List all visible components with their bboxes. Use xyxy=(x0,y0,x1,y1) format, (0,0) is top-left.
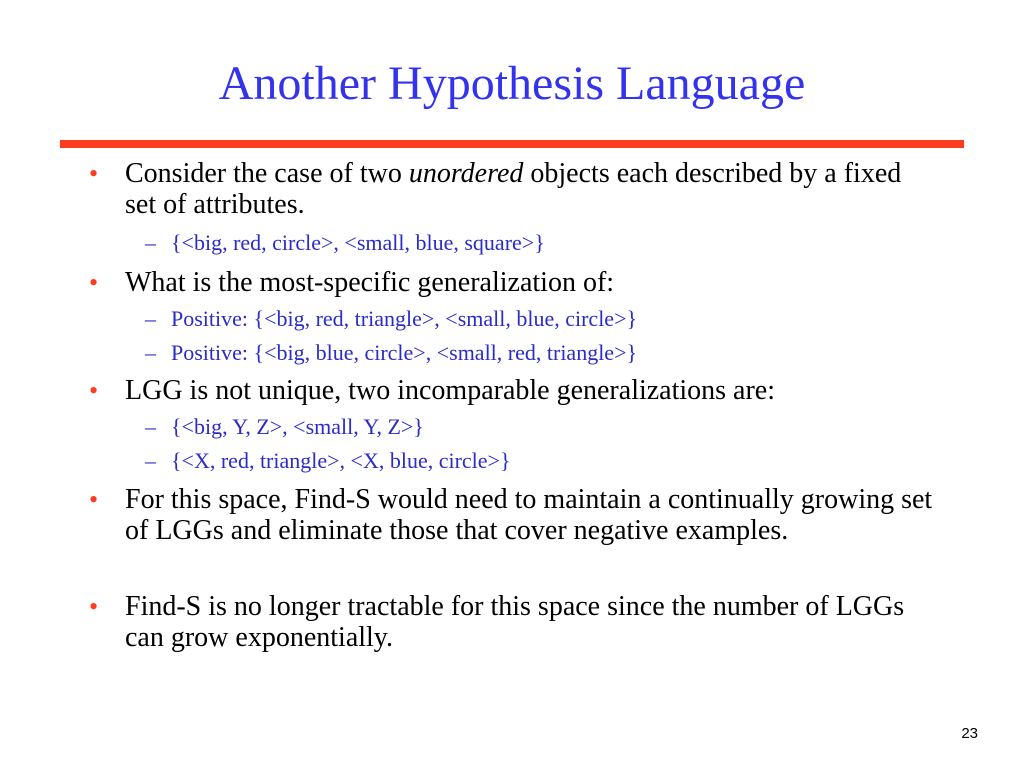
sub-bullet-text: {<big, Y, Z>, <small, Y, Z>} xyxy=(171,414,424,439)
sub-bullet-marker: – xyxy=(145,306,156,331)
bullet-text-part: Consider the case of two xyxy=(125,158,409,189)
bullet-text-emphasis: unordered xyxy=(408,158,524,189)
title-divider xyxy=(60,140,964,148)
bullet-text-part: objects each described by a fixed set of attributes. xyxy=(125,158,902,220)
bullet-marker: • xyxy=(89,159,99,188)
bullet-marker: • xyxy=(89,268,99,297)
bullet-text: What is the most-specific generalization of: xyxy=(125,267,615,298)
page-number: 23 xyxy=(961,725,978,742)
sub-bullet-text: {<X, red, triangle>, <X, blue, circle>} xyxy=(171,448,511,473)
bullet-marker: • xyxy=(89,592,99,621)
sub-bullet-marker: – xyxy=(145,448,156,473)
bullet-marker: • xyxy=(89,376,99,405)
bullet-text: LGG is not unique, two incomparable generalizations are: xyxy=(125,375,776,406)
sub-bullet-text: Positive: {<big, red, triangle>, <small, blue, circle>} xyxy=(171,306,638,331)
sub-bullet-marker: – xyxy=(145,230,156,255)
bullet-text: For this space, Find-S would need to maintain a continually growing set of LGGs and eliminate those that cover negative examples. xyxy=(125,484,933,546)
sub-bullet-marker: – xyxy=(145,414,156,439)
sub-bullet-marker: – xyxy=(145,340,156,365)
sub-bullet-text: {<big, red, circle>, <small, blue, square>} xyxy=(171,230,545,255)
bullet-text: Find-S is no longer tractable for this space since the number of LGGs can grow exponentially. xyxy=(125,591,905,653)
bullet-marker: • xyxy=(89,485,99,514)
bullet-text xyxy=(125,158,935,220)
sub-bullet-text: Positive: {<big, blue, circle>, <small, red, triangle>} xyxy=(171,340,638,365)
slide-title: Another Hypothesis Language xyxy=(218,57,806,110)
